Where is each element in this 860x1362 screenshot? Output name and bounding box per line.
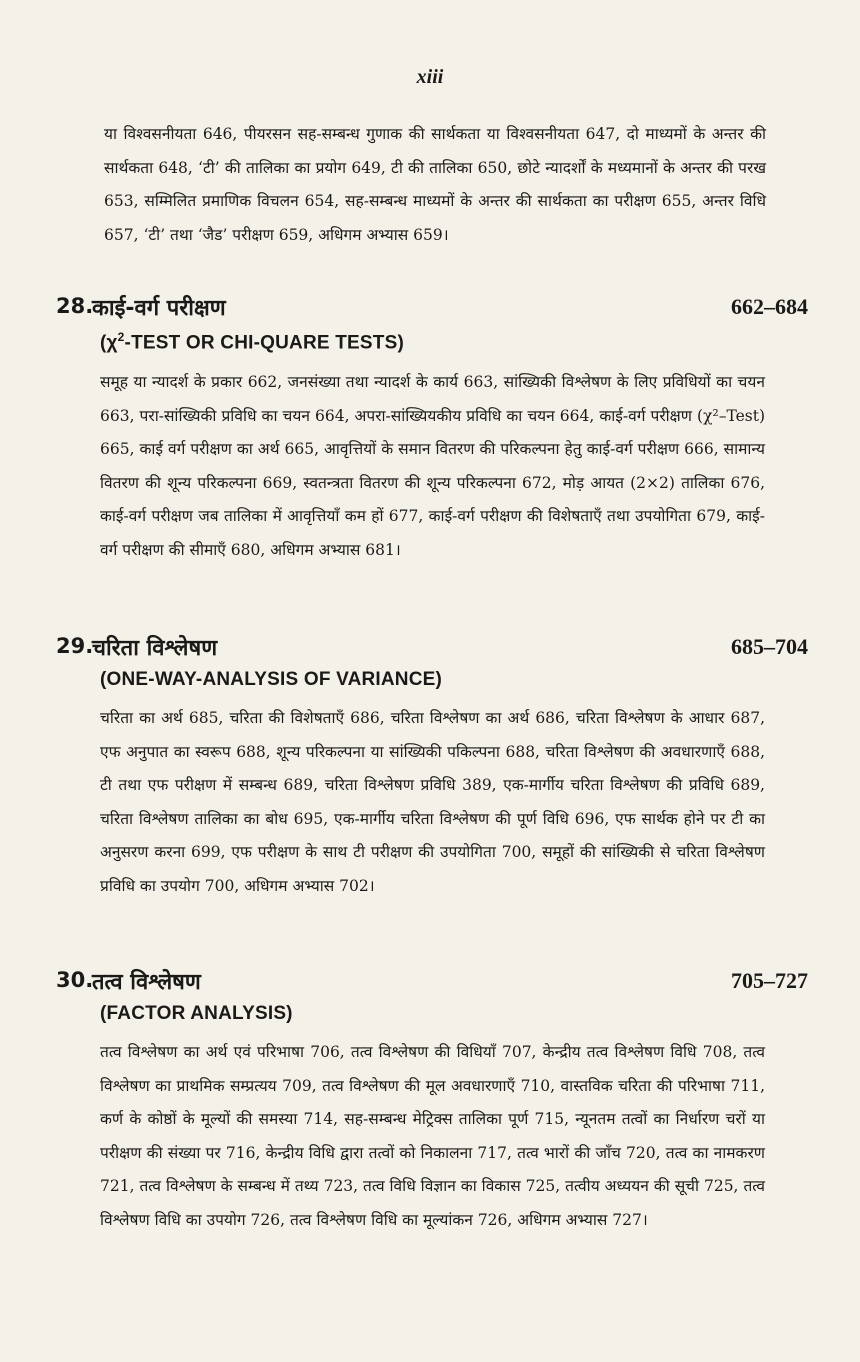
subtitle-superscript: 2 — [117, 330, 125, 344]
page-number: xiii — [416, 66, 444, 88]
chapter-29-body: चरिता का अर्थ 685, चरिता की विशेषताएँ 686, चरिता विश्लेषण का अर्थ 686, चरिता विश्लेषण के आधार 687, एफ अनुपात का स्वरूप 688, शून्य परिकल्पना या सांख्यिकी पकिल्पना 688, चरिता विश्लेषण की अवधारणाएँ 688, टी तथा एफ परीक्षण में सम्बन्ध 689, चरिता विश्लेषण प्रविधि 389, एक-मार्गीय चरिता विश्लेषण की प्रविधि 689, चरिता विश्लेषण तालिका का बोध 695, एक-मार्गीय चरिता विश्लेषण की पूर्ण विधि 696, एफ सार्थक होने पर टी का अनुसरण करना 699, एफ परीक्षण के साथ टी परीक्षण की उपयोगिता 700, समूहों की सांख्यिकी से चरिता विश्लेषण प्रविधि का उपयोग 700, अधिगम अभ्यास 702। — [100, 709, 765, 895]
subtitle-rest: -TEST OR CHI-QUARE TESTS) — [124, 332, 404, 354]
chapter-page-range: 662–684 — [731, 294, 808, 319]
chapter-30-subtitle: (FACTOR ANALYSIS) — [100, 1003, 293, 1024]
chapter-number: 30. — [56, 968, 94, 992]
chapter-number: 28. — [56, 294, 94, 318]
chapter-28-subtitle — [100, 330, 404, 354]
chapter-29-heading — [56, 634, 808, 668]
chapter-28-body: समूह या न्यादर्श के प्रकार 662, जनसंख्या तथा न्यादर्श के कार्य 663, सांख्यिकी विश्लेषण के लिए प्रविधियों का चयन 663, परा-सांख्यिकी प्रविधि का चयन 664, अपरा-सांख्यियकीय प्रविधि का चयन 664, काई-वर्ग परीक्षण (χ²–Test) 665, काई वर्ग परीक्षण का अर्थ 665, आवृत्तियों के समान वितरण की परिकल्पना हेतु काई-वर्ग परीक्षण 666, सामान्य वितरण की शून्य परिकल्पना 669, स्वतन्त्रता वितरण की शून्य परिकल्पना 672, मोड़ आयत (2×2) तालिका 676, काई-वर्ग परीक्षण जब तालिका में आवृत्तियाँ कम हों 677, काई-वर्ग परीक्षण की विशेषताएँ तथा उपयोगिता 679, काई-वर्ग परीक्षण की सीमाएँ 680, अधिगम अभ्यास 681। — [100, 373, 765, 559]
chapter-title: काई-वर्ग परीक्षण — [92, 296, 226, 321]
chapter-page-range: 705–727 — [731, 968, 808, 993]
chapter-number: 29. — [56, 634, 94, 658]
chapter-30-heading — [56, 968, 808, 1002]
subtitle-prefix: (χ — [100, 332, 118, 354]
chapter-30-body: तत्व विश्लेषण का अर्थ एवं परिभाषा 706, तत्व विश्लेषण की विधियाँ 707, केन्द्रीय तत्व विश्लेषण विधि 708, तत्व विश्लेषण का प्राथमिक सम्प्रत्यय 709, तत्व विश्लेषण की मूल अवधारणाएँ 710, वास्तविक चरिता की परिभाषा 711, कर्ण के कोष्ठों के मूल्यों की समस्या 714, सह-सम्बन्ध मेट्रिक्स तालिका पूर्ण 715, न्यूनतम तत्वों का निर्धारण चरों या परीक्षण की संख्या पर 716, केन्द्रीय विधि द्वारा तत्वों को निकालना 717, तत्व भारों की जाँच 720, तत्व का नामकरण 721, तत्व विश्लेषण के सम्बन्ध में तथ्य 723, तत्व विधि विज्ञान का विकास 725, तत्वीय अध्ययन की सूची 725, तत्व विश्लेषण विधि का उपयोग 726, तत्व विश्लेषण विधि का मूल्यांकन 726, अधिगम अभ्यास 727। — [100, 1043, 765, 1229]
chapter-title: चरिता विश्लेषण — [92, 636, 218, 661]
chapter-29-subtitle: (ONE-WAY-ANALYSIS OF VARIANCE) — [100, 669, 443, 690]
chapter-title: तत्व विश्लेषण — [92, 970, 201, 995]
chapter-28-heading — [56, 294, 808, 328]
intro-paragraph: या विश्वसनीयता 646, पीयरसन सह-सम्बन्ध गुणाक की सार्थकता या विश्वसनीयता 647, दो माध्यमों के अन्तर की सार्थकता 648, ‘टी’ की तालिका का प्रयोग 649, टी की तालिका 650, छोटे न्यादर्शों के मध्यमानों के अन्तर की परख 653, सम्मिलित प्रमाणिक विचलन 654, सह-सम्बन्ध माध्यमों के अन्तर की सार्थकता का परीक्षण 655, अन्तर विधि 657, ‘टी’ तथा ‘जैड’ परीक्षण 659, अधिगम अभ्यास 659। — [104, 125, 766, 244]
chapter-page-range: 685–704 — [731, 634, 808, 659]
